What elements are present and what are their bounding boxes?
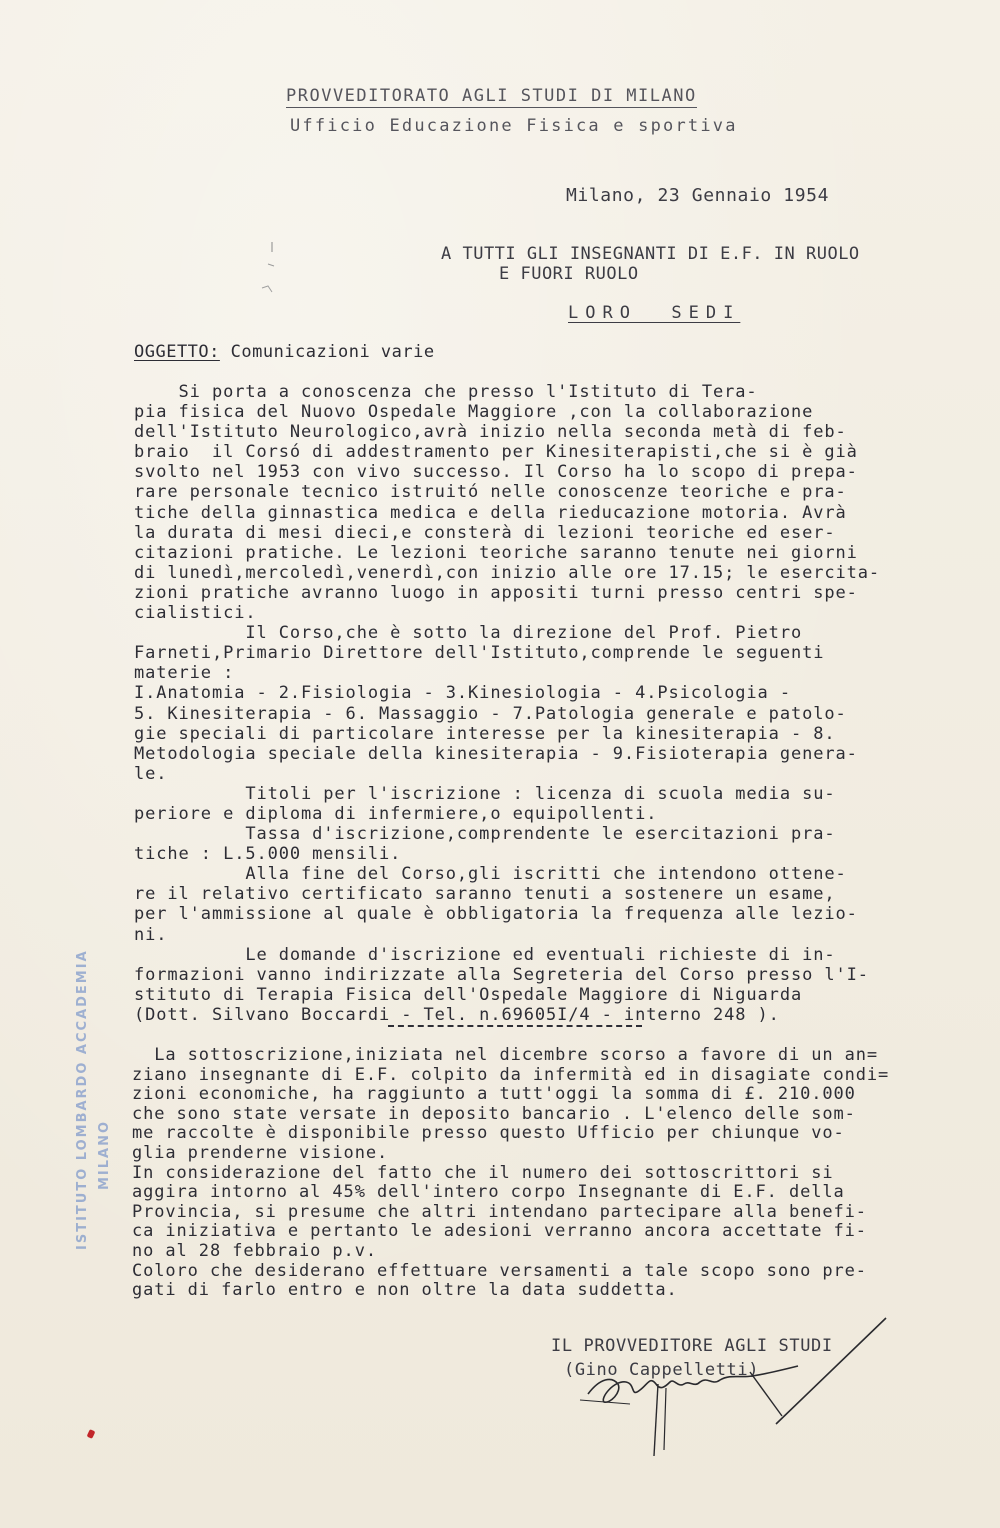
svg-text:MILANO: MILANO bbox=[97, 1119, 112, 1190]
body-line: Il Corso,che è sotto la direzione del Prof. Pietro bbox=[134, 623, 803, 644]
signatory-name: (Gino Cappelletti) bbox=[564, 1360, 760, 1380]
body-line: Si porta a conoscenza che presso l'Istituto di Tera- bbox=[134, 382, 758, 402]
body-line: me raccolte è disponibile presso questo Ufficio per chiunque vo- bbox=[132, 1123, 845, 1144]
body-line: di lunedì,mercoledì,venerdì,con inizio alle ore 17.15; le esercita- bbox=[134, 562, 881, 583]
ink-spot bbox=[87, 1429, 96, 1439]
body-line: rare personale tecnico istruitó nelle conoscenze teoriche e pra- bbox=[134, 482, 847, 503]
date-line: Milano, 23 Gennaio 1954 bbox=[566, 185, 830, 206]
subject-line bbox=[134, 342, 435, 362]
subject-text: Comunicazioni varie bbox=[219, 342, 435, 362]
body-line: tiche della ginnastica medica e della rieducazione motoria. Avrà bbox=[134, 502, 847, 523]
body-line: La sottoscrizione,iniziata nel dicembre scorso a favore di un an= bbox=[132, 1045, 879, 1065]
body-line: zioni pratiche avranno luogo in appositi turni presso centri spe- bbox=[134, 582, 858, 603]
body-line: aggira intorno al 45% dell'intero corpo Insegnante di E.F. della bbox=[132, 1182, 845, 1203]
body-line: stituto di Terapia Fisica dell'Ospedale Maggiore di Niguarda bbox=[134, 984, 803, 1005]
body-line: la durata di mesi dieci,e consterà di lezioni teoriche ed eser- bbox=[134, 522, 836, 543]
body-line: Coloro che desiderano effettuare versamenti a tale scopo sono pre- bbox=[132, 1260, 867, 1281]
body-line: svolto nel 1953 con vivo successo. Il Corso ha lo scopo di prepa- bbox=[134, 462, 858, 483]
body-line: ca iniziativa e pertanto le adesioni verranno ancora accettate fi- bbox=[132, 1221, 867, 1242]
body-line: In considerazione del fatto che il numero dei sottoscrittori si bbox=[132, 1162, 834, 1183]
body-line: Metodologia speciale della kinesiterapia - 9.Fisioterapia genera- bbox=[134, 743, 858, 764]
body-line: Titoli per l'iscrizione : licenza di scuola media su- bbox=[134, 783, 836, 804]
body-line: 5. Kinesiterapia - 6. Massaggio - 7.Patologia generale e patolo- bbox=[134, 703, 847, 724]
body-line: che sono state versate in deposito bancario . L'elenco delle som- bbox=[132, 1103, 856, 1124]
subject-label: OGGETTO: bbox=[134, 342, 220, 362]
letterhead-department: Ufficio Educazione Fisica e sportiva bbox=[290, 116, 738, 136]
letter-body-subscription bbox=[132, 1046, 912, 1301]
body-line: periore e diploma di infermiere,o equipollenti. bbox=[134, 803, 658, 824]
recipient-line-2: E FUORI RUOLO bbox=[499, 264, 639, 284]
signatory-title: IL PROVVEDITORE AGLI STUDI bbox=[551, 1336, 833, 1356]
body-line: pia fisica del Nuovo Ospedale Maggiore ,con la collaborazione bbox=[134, 402, 814, 423]
body-line: glia prenderne visione. bbox=[132, 1142, 389, 1163]
body-line: no al 28 febbraio p.v. bbox=[132, 1240, 377, 1261]
body-line: cialistici. bbox=[134, 603, 257, 624]
body-line: Provincia, si presume che altri intendano partecipare alla benefi- bbox=[132, 1201, 867, 1222]
body-line: Tassa d'iscrizione,comprendente le esercitazioni pra- bbox=[134, 824, 836, 845]
body-line: ni. bbox=[134, 924, 168, 945]
body-line: citazioni pratiche. Le lezioni teoriche saranno tenute nei giorni bbox=[134, 542, 858, 563]
body-line: Alla fine del Corso,gli iscritti che intendono ottene- bbox=[134, 864, 847, 885]
body-line: re il relativo certificato saranno tenuti a sostenere un esame, bbox=[134, 884, 836, 905]
body-line: dell'Istituto Neurologico,avrà inizio nella seconda metà di feb- bbox=[134, 422, 847, 443]
body-line: gie speciali di particolare interesse per la kinesiterapia - 8. bbox=[134, 723, 836, 744]
library-stamp bbox=[44, 949, 112, 1250]
body-line: gati di farlo entro e non oltre la data suddetta. bbox=[132, 1280, 678, 1301]
body-line: formazioni vanno indirizzate alla Segreteria del Corso presso l'I- bbox=[134, 964, 869, 985]
svg-text:ISTITUTO LOMBARDO ACCADEMIA: ISTITUTO LOMBARDO ACCADEMIA bbox=[75, 949, 90, 1250]
letterhead-office: PROVVEDITORATO AGLI STUDI DI MILANO bbox=[286, 86, 697, 106]
section-separator bbox=[388, 1025, 642, 1027]
body-line: materie : bbox=[134, 663, 235, 684]
body-line: per l'ammissione al quale è obbligatoria la frequenza alle lezio- bbox=[134, 904, 858, 925]
body-line: braio il Corsó di addestramento per Kinesiterapisti,che si è già bbox=[134, 442, 858, 463]
body-line: Le domande d'iscrizione ed eventuali richieste di in- bbox=[134, 944, 836, 965]
recipient-place: LORO SEDI bbox=[568, 303, 741, 323]
body-line: ziano insegnante di E.F. colpito da infermità ed in disagiate condi= bbox=[132, 1064, 890, 1085]
handwritten-signature bbox=[570, 1318, 870, 1458]
body-line: le. bbox=[134, 763, 168, 784]
body-line: I.Anatomia - 2.Fisiologia - 3.Kinesiologia - 4.Psicologia - bbox=[134, 683, 791, 704]
margin-pencil-marks bbox=[258, 238, 288, 298]
body-line: zioni economiche, ha raggiunto a tutt'oggi la somma di £. 210.000 bbox=[132, 1084, 856, 1105]
body-line: Farneti,Primario Direttore dell'Istituto,comprende le seguenti bbox=[134, 643, 825, 664]
body-line: (Dott. Silvano Boccardi - Tel. n.69605I/4 - interno 248 ). bbox=[134, 1004, 780, 1025]
body-line: tiche : L.5.000 mensili. bbox=[134, 844, 402, 865]
recipient-line-1: A TUTTI GLI INSEGNANTI DI E.F. IN RUOLO bbox=[441, 244, 860, 264]
letter-body-course bbox=[134, 382, 914, 1025]
